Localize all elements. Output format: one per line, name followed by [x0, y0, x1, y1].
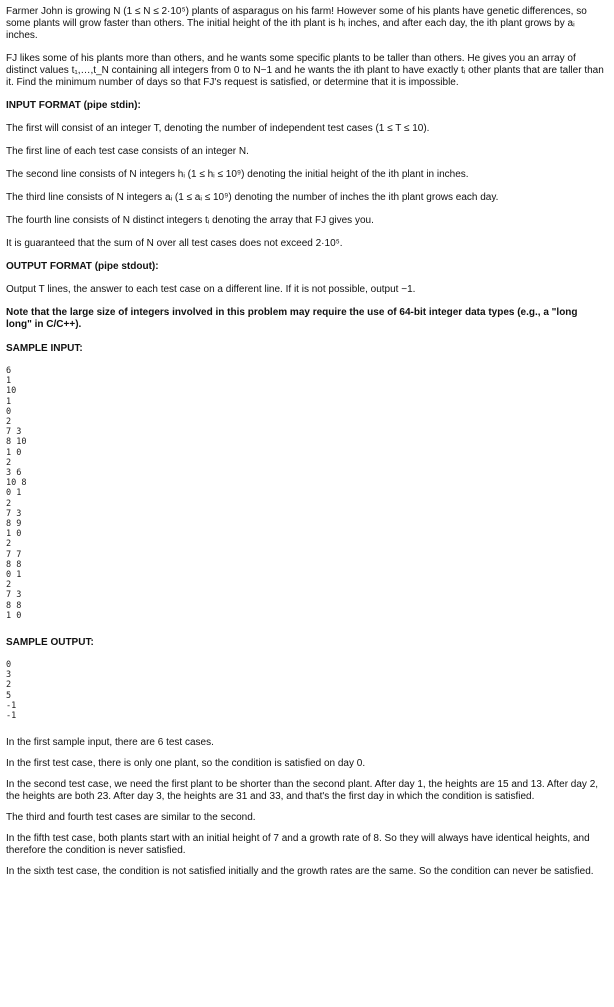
- sample-input-heading: SAMPLE INPUT:: [6, 343, 83, 354]
- intro-paragraph-1: Farmer John is growing N (1 ≤ N ≤ 2·10⁵) plants of asparagus on his farm! However some of his plants have genetic differences, so some plants will grow faster than others. The initial height of the ith plant is hᵢ inches, and after each day, the ith plant grows by aᵢ inches.: [6, 6, 587, 41]
- sample-output-heading: SAMPLE OUTPUT:: [6, 637, 94, 649]
- input-line-6: It is guaranteed that the sum of N over all test cases does not exceed 2·10⁵.: [6, 238, 343, 249]
- sample-output-block: 0 3 2 5 -1 -1: [6, 660, 17, 722]
- explanation-6: In the sixth test case, the condition is not satisfied initially and the growth rates are the same. So the condition can never be satisfied.: [6, 866, 594, 878]
- explanation-5: In the fifth test case, both plants start with an initial height of 7 and a growth rate of 8. So they will always have identical heights, and therefore the condition is never satisfied.: [6, 833, 590, 857]
- explanation-1: In the first sample input, there are 6 test cases.: [6, 737, 214, 749]
- explanation-3: In the second test case, we need the first plant to be shorter than the second plant. After day 1, the heights are 15 and 13. After day 2, the heights are both 23. After day 3, the heights are 31 and 33, and that's the first day in which the condition is satisfied.: [6, 779, 599, 803]
- intro-paragraph-2: FJ likes some of his plants more than others, and he wants some specific plants to be taller than others. He gives you an array of distinct values t₁,…,t_N containing all integers from 0 to N−1 and he wants the ith plant to have exactly tᵢ other plants that are taller than it. Find the minimum number of days so that FJ's request is satisfied, or determine that it is impossible.: [6, 53, 604, 88]
- sample-input-block: 6 1 10 1 0 2 7 3 8 10 1 0 2 3 6 10 8 0 1 2 7 3 8 9 1 0 2 7 7 8 8 0 1 2 7 3 8 8 1 0: [6, 366, 27, 621]
- input-line-4: The third line consists of N integers aᵢ (1 ≤ aᵢ ≤ 10⁹) denoting the number of inches the ith plant grows each day.: [6, 192, 499, 203]
- explanation-4: The third and fourth test cases are similar to the second.: [6, 812, 256, 824]
- input-line-5: The fourth line consists of N distinct integers tᵢ denoting the array that FJ gives you.: [6, 215, 374, 226]
- integer-size-note: Note that the large size of integers involved in this problem may require the use of 64-bit integer data types (e.g., a "long long" in C/C++).: [6, 307, 578, 330]
- output-format-heading: OUTPUT FORMAT (pipe stdout):: [6, 261, 159, 272]
- input-line-2: The first line of each test case consists of an integer N.: [6, 146, 249, 157]
- input-line-1: The first will consist of an integer T, denoting the number of independent test cases (1 ≤ T ≤ 10).: [6, 123, 430, 134]
- input-format-heading: INPUT FORMAT (pipe stdin):: [6, 100, 141, 111]
- output-line-1: Output T lines, the answer to each test case on a different line. If it is not possible, output −1.: [6, 284, 416, 295]
- input-line-3: The second line consists of N integers hᵢ (1 ≤ hᵢ ≤ 10⁹) denoting the initial height of the ith plant in inches.: [6, 169, 469, 180]
- explanation-2: In the first test case, there is only one plant, so the condition is satisfied on day 0.: [6, 758, 366, 770]
